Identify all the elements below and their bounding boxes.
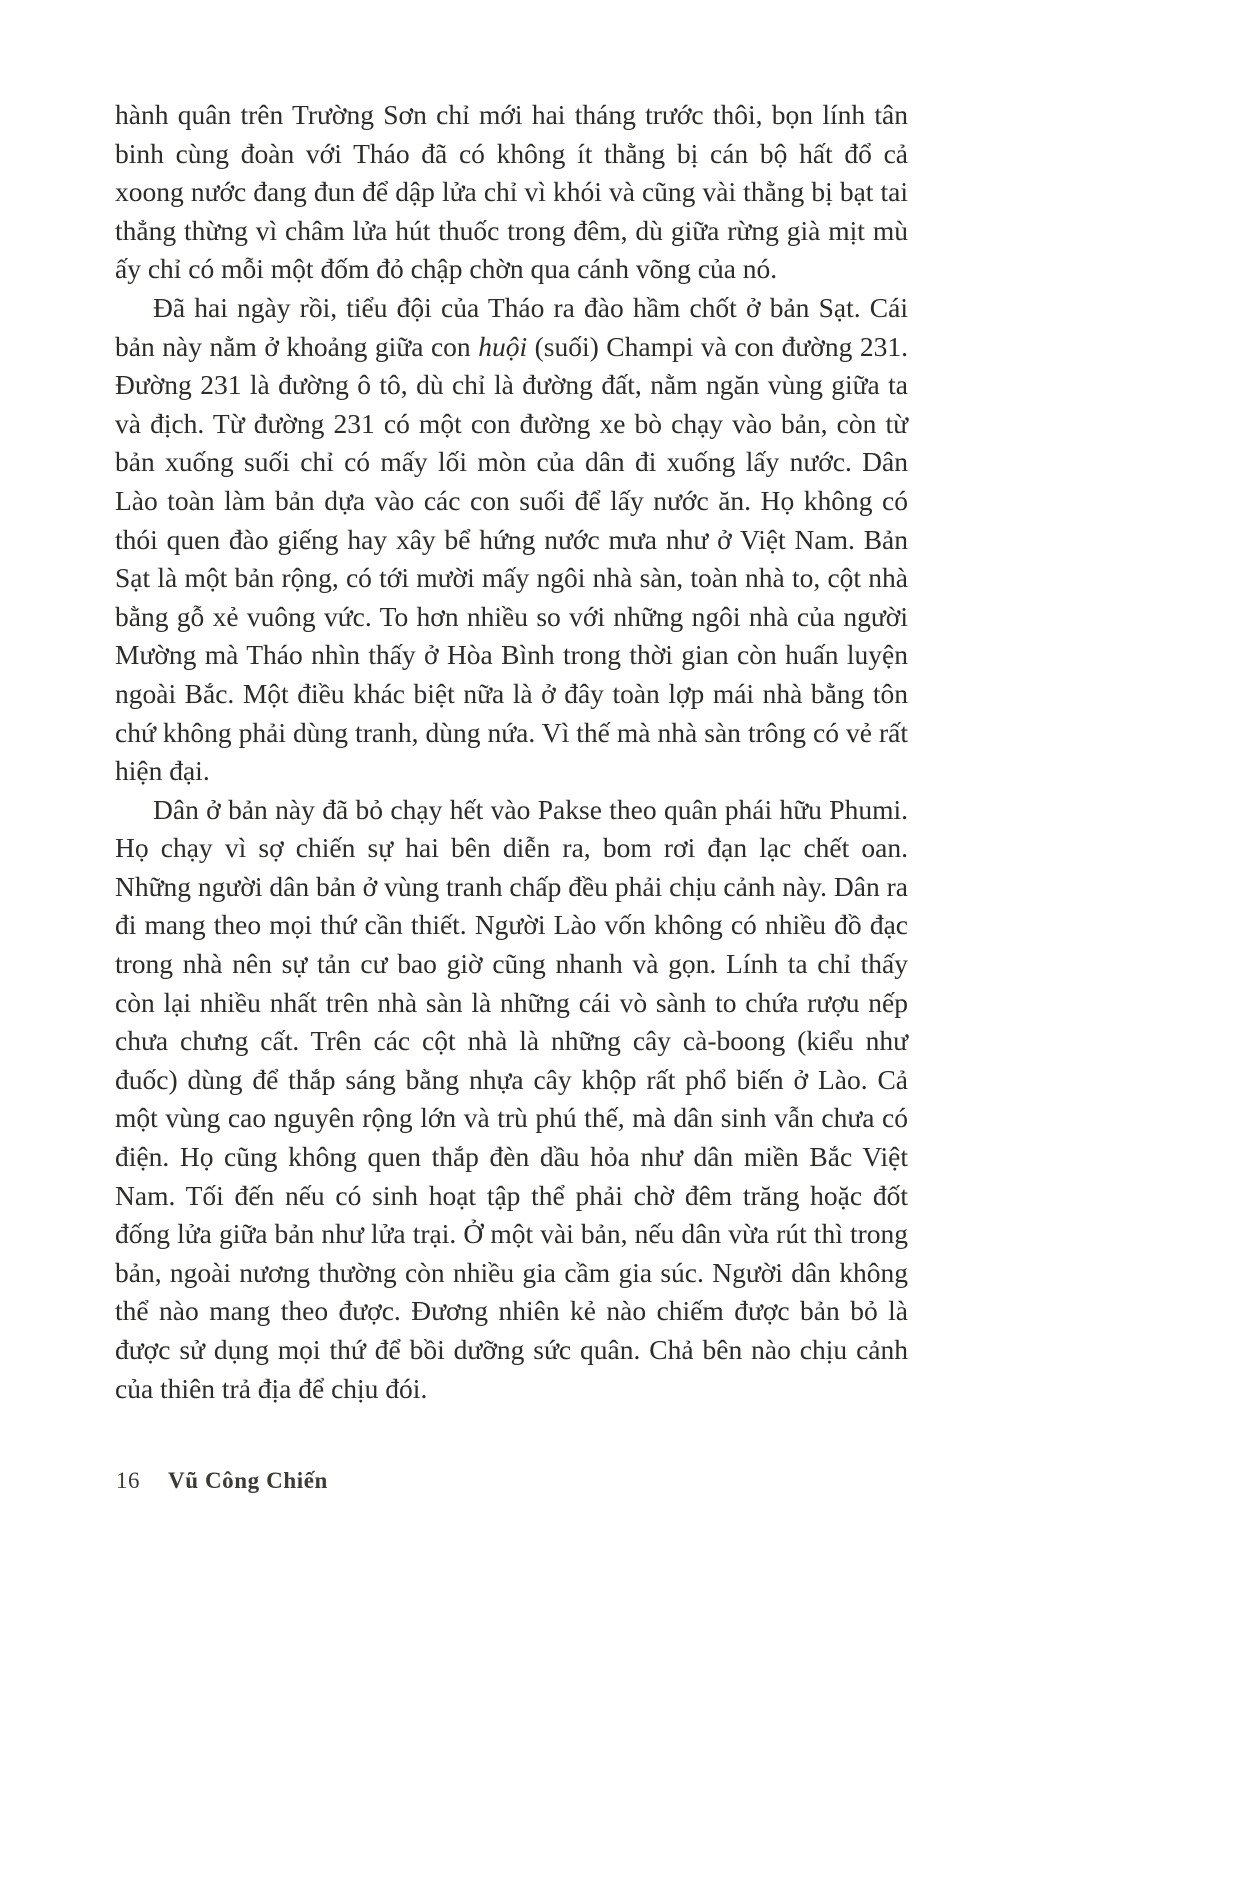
footer-author: Vũ Công Chiến — [168, 1468, 328, 1493]
text-run: Đã hai ngày rồi, tiểu đội của Tháo ra đào hầm chốt ở bản Sạt. Cái bản này nằm ở khoảng giữa con — [115, 291, 908, 362]
paragraph — [115, 96, 908, 289]
paragraph — [115, 289, 908, 791]
paragraph — [115, 791, 908, 1409]
text-run: hành quân trên Trường Sơn chỉ mới hai tháng trước thôi, bọn lính tân binh cùng đoàn với Tháo đã có không ít thằng bị cán bộ hất đổ cả xoong nước đang đun để dập lửa chỉ vì khói và cũng vài thằng bị bạt tai thẳng thừng vì châm lửa hút thuốc trong đêm, dù giữa rừng già mịt mù ấy chỉ có mỗi một đốm đỏ chập chờn qua cánh võng của nó. — [115, 99, 908, 285]
page-text — [115, 96, 908, 1408]
page-footer — [116, 1468, 328, 1494]
page-number: 16 — [116, 1468, 140, 1493]
text-run: (suối) Champi và con đường 231. Đường 231 là đường ô tô, dù chỉ là đường đất, nằm ngăn vùng giữa ta và địch. Từ đường 231 có một con đường xe bò chạy vào bản, còn từ bản xuống suối chỉ có mấy lối mòn của dân đi xuống lấy nước. Dân Lào toàn làm bản dựa vào các con suối để lấy nước ăn. Họ không có thói quen đào giếng hay xây bể hứng nước mưa như ở Việt Nam. Bản Sạt là một bản rộng, có tới mười mấy ngôi nhà sàn, toàn nhà to, cột nhà bằng gỗ xẻ vuông vức. To hơn nhiều so với những ngôi nhà của người Mường mà Tháo nhìn thấy ở Hòa Bình trong thời gian còn huấn luyện ngoài Bắc. Một điều khác biệt nữa là ở đây toàn lợp mái nhà bằng tôn chứ không phải dùng tranh, dùng nứa. Vì thế mà nhà sàn trông có vẻ rất hiện đại. — [115, 330, 908, 787]
text-run: Dân ở bản này đã bỏ chạy hết vào Pakse theo quân phái hữu Phumi. Họ chạy vì sợ chiến sự hai bên diễn ra, bom rơi đạn lạc chết oan. Những người dân bản ở vùng tranh chấp đều phải chịu cảnh này. Dân ra đi mang theo mọi thứ cần thiết. Người Lào vốn không có nhiều đồ đạc trong nhà nên sự tản cư bao giờ cũng nhanh và gọn. Lính ta chỉ thấy còn lại nhiều nhất trên nhà sàn là những cái vò sành to chứa rượu nếp chưa chưng cất. Trên các cột nhà là những cây cà-boong (kiểu như đuốc) dùng để thắp sáng bằng nhựa cây khộp rất phổ biến ở Lào. Cả một vùng cao nguyên rộng lớn và trù phú thế, mà dân sinh vẫn chưa có điện. Họ cũng không quen thắp đèn dầu hỏa như dân miền Bắc Việt Nam. Tối đến nếu có sinh hoạt tập thể phải chờ đêm trăng hoặc đốt đống lửa giữa bản như lửa trại. Ở một vài bản, nếu dân vừa rút thì trong bản, ngoài nương thường còn nhiều gia cầm gia súc. Người dân không thể nào mang theo được. Đương nhiên kẻ nào chiếm được bản bỏ là được sử dụng mọi thứ để bồi dưỡng sức quân. Chả bên nào chịu cảnh của thiên trả địa để chịu đói. — [115, 793, 908, 1404]
italic-text-run: huội — [478, 330, 528, 362]
